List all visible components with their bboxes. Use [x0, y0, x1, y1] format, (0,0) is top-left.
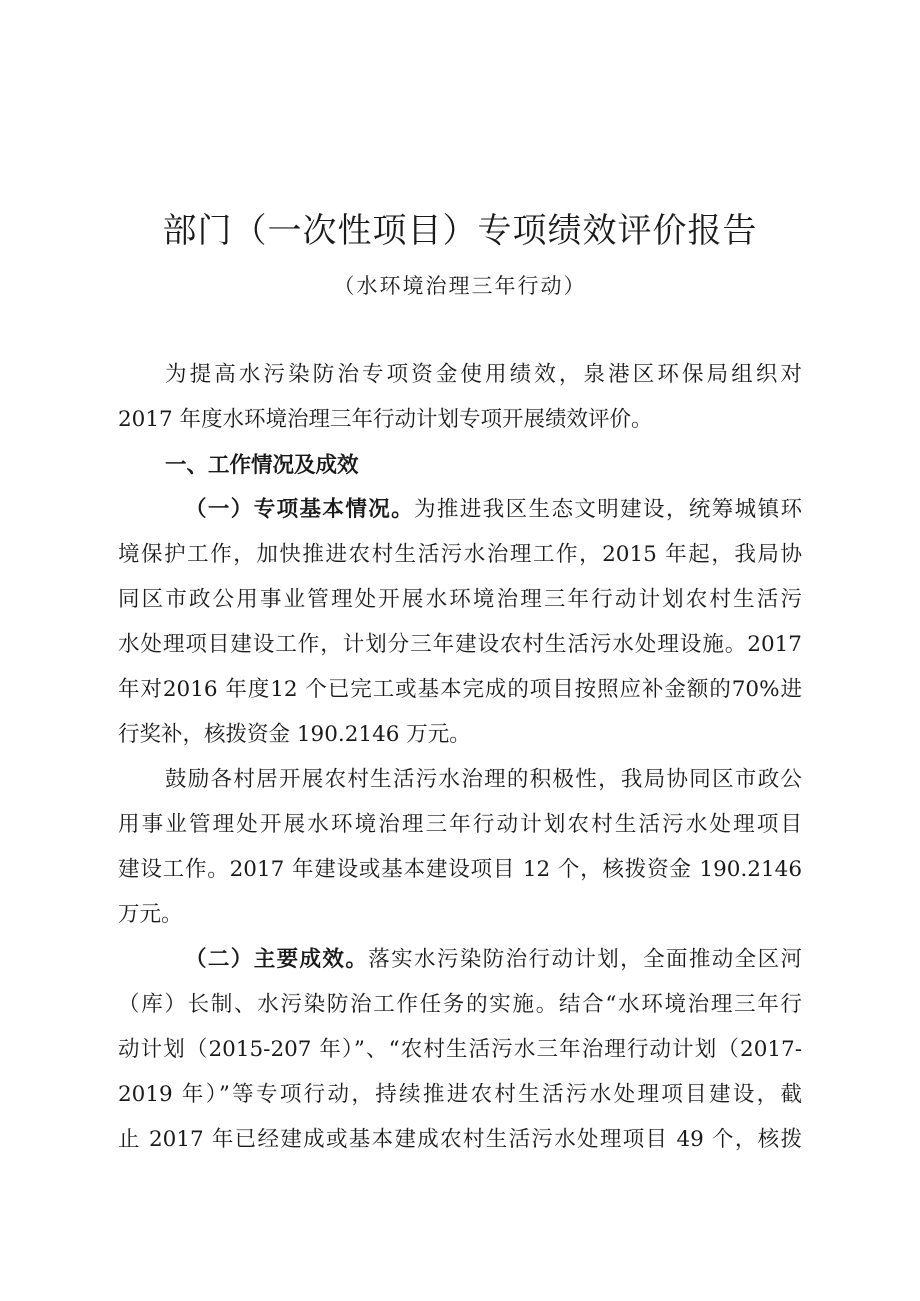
paragraph-line: 年对2016 年度12 个已完工或基本完成的项目按照应补金额的70%进 — [118, 677, 802, 702]
paragraph-line: 2019 年）”等专项行动，持续推进农村生活污水处理项目建设，截 — [118, 1082, 802, 1107]
paragraph-line: 止 2017 年已经建成或基本建成农村生活污水处理项目 49 个，核拨 — [118, 1127, 802, 1152]
paragraph-line: 同区市政公用事业管理处开展水环境治理三年行动计划农村生活污 — [118, 587, 802, 612]
intro-line: 2017 年度水环境治理三年行动计划专项开展绩效评价。 — [118, 407, 653, 432]
paragraph-line: 境保护工作，加快推进农村生活污水治理工作，2015 年起，我局协 — [118, 542, 802, 567]
page-subtitle: （水环境治理三年行动） — [333, 274, 587, 298]
section-heading: 一、工作情况及成效 — [165, 453, 359, 478]
paragraph-text: 为推进我区生态文明建设，统筹城镇环 — [414, 497, 802, 522]
paragraph-line: （库）长制、水污染防治工作任务的实施。结合“水环境治理三年行 — [118, 992, 802, 1017]
paragraph-line: 鼓励各村居开展农村生活污水治理的积极性，我局协同区市政公 — [165, 767, 802, 792]
subsection-label: （一）专项基本情况。 — [185, 497, 415, 522]
page-title: 部门（一次性项目）专项绩效评价报告 — [162, 211, 758, 251]
intro-line: 为提高水污染防治专项资金使用绩效，泉港区环保局组织对 — [165, 362, 802, 387]
paragraph-line: 用事业管理处开展水环境治理三年行动计划农村生活污水处理项目 — [118, 812, 802, 837]
paragraph-line: 建设工作。2017 年建设或基本建设项目 12 个，核拨资金 190.2146 — [118, 857, 802, 882]
paragraph-text: 落实水污染防治行动计划，全面推动全区河 — [368, 947, 802, 972]
paragraph-line: 行奖补，核拨资金 190.2146 万元。 — [118, 722, 471, 747]
paragraph-line — [185, 490, 802, 530]
paragraph-line: 水处理项目建设工作，计划分三年建设农村生活污水处理设施。2017 — [118, 632, 802, 657]
paragraph-line: 动计划（2015-207 年）”、“农村生活污水三年治理行动计划（2017- — [118, 1037, 802, 1062]
subsection-label: （二）主要成效。 — [185, 947, 369, 972]
paragraph-line — [185, 940, 802, 980]
paragraph-line: 万元。 — [118, 902, 183, 927]
